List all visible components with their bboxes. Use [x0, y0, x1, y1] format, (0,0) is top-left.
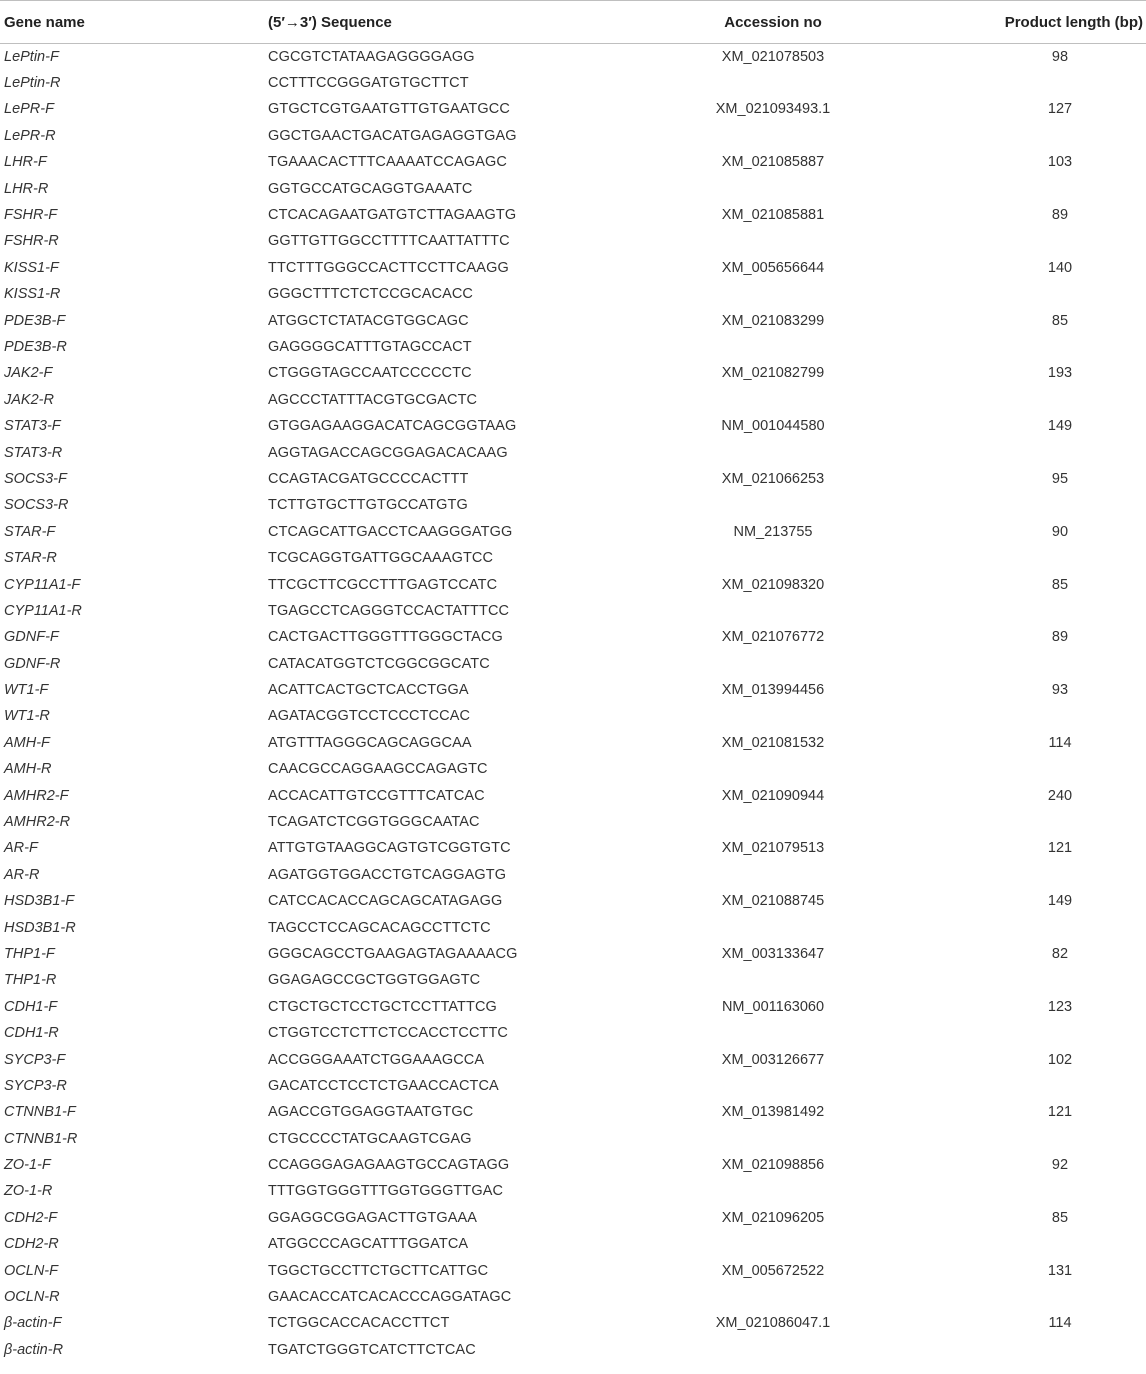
gene-name-cell: LePR-F: [4, 101, 54, 118]
sequence-cell: CTGGTCCTCTTCTCCACCTCCTTC: [268, 1025, 509, 1042]
product-length-cell: [886, 70, 1146, 96]
gene-name-cell: CTNNB1-F: [4, 1104, 76, 1121]
sequence-cell: TGAGCCTCAGGGTCCACTATTTCC: [268, 602, 510, 619]
gene-name-cell: KISS1-R: [4, 286, 61, 303]
sequence-cell: GGGCAGCCTGAAGAGTAGAAAACG: [268, 945, 518, 962]
gene-name-cell: SOCS3-R: [4, 497, 69, 514]
sequence-cell: GACATCCTCCTCTGAACCACTCA: [268, 1077, 499, 1094]
table-row: [0, 545, 1146, 571]
sequence-cell: CGCGTCTATAAGAGGGGAGG: [268, 48, 475, 65]
table-row: [0, 1046, 1146, 1072]
product-length-cell: [886, 967, 1146, 993]
product-length-cell: [886, 439, 1146, 465]
gene-name-cell: SOCS3-F: [4, 470, 67, 487]
accession-cell: XM_005672522: [721, 1262, 825, 1279]
product-length-cell: 140: [1047, 259, 1073, 276]
sequence-cell: TCAGATCTCGGTGGGCAATAC: [268, 814, 480, 831]
accession-cell: [658, 123, 886, 149]
sequence-cell: ACCGGGAAATCTGGAAAGCCA: [268, 1051, 485, 1068]
gene-name-cell: SYCP3-F: [4, 1051, 66, 1068]
table-row: [0, 334, 1146, 360]
sequence-cell: CAACGCCAGGAAGCCAGAGTC: [268, 761, 488, 778]
gene-name-cell: GDNF-F: [4, 629, 59, 646]
table-row: [0, 466, 1146, 492]
table-row: [0, 1337, 1146, 1363]
table-row: [0, 1126, 1146, 1152]
accession-cell: XM_021098856: [721, 1157, 825, 1174]
sequence-cell: TTTGGTGGGTTTGGTGGGTTGAC: [268, 1183, 504, 1200]
product-length-cell: [886, 123, 1146, 149]
table-row: [0, 941, 1146, 967]
gene-name-cell: PDE3B-R: [4, 338, 67, 355]
gene-name-cell: AMH-F: [4, 734, 50, 751]
gene-name-cell: FSHR-F: [4, 207, 58, 224]
sequence-cell: CTCACAGAATGATGTCTTAGAAGTG: [268, 207, 517, 224]
header-gene-name: Gene name: [0, 1, 262, 44]
gene-name-cell: WT1-F: [4, 682, 49, 699]
sequence-cell: AGATGGTGGACCTGTCAGGAGTG: [268, 866, 507, 883]
accession-cell: XM_021086047.1: [715, 1315, 831, 1332]
table-row: [0, 281, 1146, 307]
accession-cell: [658, 387, 886, 413]
table-row: [0, 123, 1146, 149]
table-row: [0, 809, 1146, 835]
table-row: [0, 96, 1146, 122]
table-row: [0, 650, 1146, 676]
gene-name-cell: SYCP3-R: [4, 1077, 67, 1094]
accession-cell: XM_013981492: [721, 1104, 825, 1121]
table-row: [0, 571, 1146, 597]
table-row: [0, 1310, 1146, 1336]
accession-cell: XM_021078503: [721, 48, 825, 65]
table-row: [0, 703, 1146, 729]
table-row: [0, 1205, 1146, 1231]
table-row: [0, 1231, 1146, 1257]
table-row: [0, 175, 1146, 201]
gene-name-cell: HSD3B1-F: [4, 893, 75, 910]
product-length-cell: 90: [1051, 523, 1069, 540]
table-row: [0, 888, 1146, 914]
accession-cell: XM_021079513: [721, 840, 825, 857]
product-length-cell: [886, 334, 1146, 360]
accession-cell: [658, 1231, 886, 1257]
product-length-cell: [886, 650, 1146, 676]
sequence-cell: TGATCTGGGTCATCTTCTCAC: [268, 1341, 476, 1358]
gene-name-cell: HSD3B1-R: [4, 919, 76, 936]
gene-name-cell: AMHR2-F: [4, 787, 69, 804]
product-length-cell: 82: [1051, 945, 1069, 962]
header-product-length: Product length (bp): [886, 1, 1146, 44]
table-row: [0, 1152, 1146, 1178]
accession-cell: [658, 1020, 886, 1046]
product-length-cell: 92: [1051, 1157, 1069, 1174]
accession-cell: [658, 1337, 886, 1363]
sequence-cell: CTCAGCATTGACCTCAAGGGATGG: [268, 523, 513, 540]
table-row: [0, 835, 1146, 861]
accession-cell: XM_021096205: [721, 1209, 825, 1226]
product-length-cell: [886, 809, 1146, 835]
sequence-cell: TCGCAGGTGATTGGCAAAGTCC: [268, 550, 494, 567]
sequence-cell: GGCTGAACTGACATGAGAGGTGAG: [268, 127, 517, 144]
accession-cell: XM_021090944: [721, 787, 825, 804]
accession-cell: [658, 756, 886, 782]
accession-cell: [658, 1178, 886, 1204]
sequence-cell: CATACATGGTCTCGGCGGCATC: [268, 655, 490, 672]
table-row: [0, 387, 1146, 413]
product-length-cell: 98: [1051, 48, 1069, 65]
table-header: [0, 1, 1146, 44]
product-length-cell: [886, 1126, 1146, 1152]
product-length-cell: [886, 1337, 1146, 1363]
sequence-cell: TCTTGTGCTTGTGCCATGTG: [268, 497, 468, 514]
product-length-cell: [886, 862, 1146, 888]
table-row: [0, 677, 1146, 703]
table-row: [0, 1020, 1146, 1046]
sequence-cell: AGGTAGACCAGCGGAGACACAAG: [268, 444, 508, 461]
accession-cell: XM_021085887: [721, 154, 825, 171]
product-length-cell: 121: [1047, 840, 1073, 857]
sequence-cell: CCTTTCCGGGATGTGCTTCT: [268, 75, 469, 92]
gene-name-cell: KISS1-F: [4, 259, 59, 276]
sequence-cell: CACTGACTTGGGTTTGGGCTACG: [268, 629, 503, 646]
accession-cell: XM_005656644: [721, 259, 825, 276]
table-row: [0, 994, 1146, 1020]
table-row: [0, 360, 1146, 386]
accession-cell: XM_021082799: [721, 365, 825, 382]
accession-cell: XM_021083299: [721, 312, 825, 329]
accession-cell: [658, 809, 886, 835]
accession-cell: [658, 1284, 886, 1310]
header-row: [0, 1, 1146, 44]
product-length-cell: 93: [1051, 682, 1069, 699]
accession-cell: [658, 598, 886, 624]
accession-cell: [658, 281, 886, 307]
header-sequence: (5′→3′) Sequence: [262, 1, 658, 44]
sequence-cell: ATTGTGTAAGGCAGTGTCGGTGTC: [268, 840, 511, 857]
gene-name-cell: FSHR-R: [4, 233, 59, 250]
sequence-cell: ACCACATTGTCCGTTTCATCAC: [268, 787, 485, 804]
table-row: [0, 624, 1146, 650]
table-row: [0, 439, 1146, 465]
gene-name-cell: OCLN-R: [4, 1289, 60, 1306]
sequence-cell: CCAGGGAGAGAAGTGCCAGTAGG: [268, 1157, 510, 1174]
product-length-cell: 123: [1047, 998, 1073, 1015]
accession-cell: [658, 914, 886, 940]
accession-cell: XM_003133647: [721, 945, 825, 962]
sequence-cell: GAACACCATCACACCCAGGATAGC: [268, 1289, 512, 1306]
table-body: [0, 44, 1146, 1364]
table-row: [0, 967, 1146, 993]
product-length-cell: 240: [1047, 787, 1073, 804]
product-length-cell: 85: [1051, 1209, 1069, 1226]
sequence-cell: CTGCCCCTATGCAAGTCGAG: [268, 1130, 472, 1147]
accession-cell: NM_001044580: [721, 418, 825, 435]
product-length-cell: [886, 175, 1146, 201]
table-row: [0, 1073, 1146, 1099]
accession-cell: [658, 228, 886, 254]
accession-cell: NM_001163060: [721, 998, 825, 1015]
gene-name-cell: STAT3-F: [4, 418, 61, 435]
product-length-cell: 102: [1047, 1051, 1073, 1068]
accession-cell: [658, 1126, 886, 1152]
accession-cell: XM_021098320: [721, 576, 825, 593]
gene-name-cell: CDH2-R: [4, 1236, 59, 1253]
product-length-cell: 89: [1051, 629, 1069, 646]
product-length-cell: 149: [1047, 418, 1073, 435]
gene-name-cell: THP1-F: [4, 945, 55, 962]
product-length-cell: 103: [1047, 154, 1073, 171]
gene-name-cell: STAR-F: [4, 523, 56, 540]
sequence-cell: ATGGCTCTATACGTGGCAGC: [268, 312, 469, 329]
product-length-cell: 114: [1048, 1315, 1072, 1332]
sequence-cell: GGGCTTTCTCTCCGCACACC: [268, 286, 473, 303]
accession-cell: NM_213755: [733, 523, 813, 540]
sequence-cell: GAGGGGCATTTGTAGCCACT: [268, 338, 472, 355]
product-length-cell: 89: [1051, 207, 1069, 224]
accession-cell: [658, 545, 886, 571]
product-length-cell: [886, 1284, 1146, 1310]
table-row: [0, 730, 1146, 756]
table-row: [0, 255, 1146, 281]
gene-name-cell: CTNNB1-R: [4, 1130, 78, 1147]
table-row: [0, 519, 1146, 545]
gene-name-cell: AMH-R: [4, 761, 52, 778]
header-accession-no: Accession no: [658, 1, 886, 44]
accession-cell: XM_021066253: [721, 470, 825, 487]
gene-name-cell: JAK2-R: [4, 391, 54, 408]
sequence-cell: GTGCTCGTGAATGTTGTGAATGCC: [268, 101, 510, 118]
table-row: [0, 914, 1146, 940]
product-length-cell: [886, 228, 1146, 254]
gene-name-cell: β-actin-R: [4, 1341, 64, 1358]
product-length-cell: [886, 1073, 1146, 1099]
table-row: [0, 862, 1146, 888]
product-length-cell: [886, 1020, 1146, 1046]
table-row: [0, 307, 1146, 333]
sequence-cell: TAGCCTCCAGCACAGCCTTCTC: [268, 919, 491, 936]
gene-name-cell: LePtin-R: [4, 75, 61, 92]
product-length-cell: 95: [1051, 470, 1069, 487]
gene-name-cell: STAR-R: [4, 550, 57, 567]
sequence-cell: TCTGGCACCACACCTTCT: [268, 1315, 450, 1332]
sequence-cell: GTGGAGAAGGACATCAGCGGTAAG: [268, 418, 517, 435]
sequence-cell: AGCCCTATTTACGTGCGACTC: [268, 391, 478, 408]
product-length-cell: 85: [1051, 576, 1069, 593]
accession-cell: [658, 439, 886, 465]
accession-cell: XM_013994456: [721, 682, 825, 699]
gene-name-cell: GDNF-R: [4, 655, 61, 672]
product-length-cell: 121: [1047, 1104, 1073, 1121]
product-length-cell: 127: [1047, 101, 1073, 118]
table-row: [0, 228, 1146, 254]
accession-cell: XM_021088745: [721, 893, 825, 910]
accession-cell: [658, 650, 886, 676]
table-row: [0, 44, 1146, 70]
sequence-cell: TTCGCTTCGCCTTTGAGTCCATC: [268, 576, 498, 593]
accession-cell: [658, 70, 886, 96]
product-length-cell: [886, 1231, 1146, 1257]
sequence-cell: ACATTCACTGCTCACCTGGA: [268, 682, 469, 699]
gene-name-cell: ZO-1-F: [4, 1157, 51, 1174]
accession-cell: XM_021081532: [721, 734, 825, 751]
sequence-cell: CCAGTACGATGCCCCACTTT: [268, 470, 469, 487]
gene-name-cell: AR-F: [4, 840, 38, 857]
accession-cell: [658, 175, 886, 201]
sequence-cell: ATGGCCCAGCATTTGGATCA: [268, 1236, 469, 1253]
product-length-cell: [886, 598, 1146, 624]
sequence-cell: GGTTGTTGGCCTTTTCAATTATTTC: [268, 233, 510, 250]
gene-name-cell: AR-R: [4, 866, 40, 883]
table-row: [0, 149, 1146, 175]
sequence-cell: CTGGGTAGCCAATCCCCCTC: [268, 365, 472, 382]
gene-name-cell: β-actin-F: [4, 1315, 62, 1332]
gene-name-cell: THP1-R: [4, 972, 57, 989]
sequence-cell: GGAGAGCCGCTGGTGGAGTC: [268, 972, 481, 989]
product-length-cell: [886, 703, 1146, 729]
sequence-cell: TGAAACACTTTCAAAATCCAGAGC: [268, 154, 507, 171]
gene-name-cell: LePR-R: [4, 127, 56, 144]
accession-cell: XM_021093493.1: [715, 101, 831, 118]
table-row: [0, 202, 1146, 228]
accession-cell: [658, 334, 886, 360]
table-row: [0, 1284, 1146, 1310]
sequence-cell: AGATACGGTCCTCCCTCCAC: [268, 708, 471, 725]
sequence-cell: AGACCGTGGAGGTAATGTGC: [268, 1104, 474, 1121]
product-length-cell: [886, 281, 1146, 307]
gene-name-cell: LePtin-F: [4, 48, 59, 65]
gene-name-cell: CYP11A1-R: [4, 602, 82, 619]
product-length-cell: [886, 545, 1146, 571]
gene-name-cell: AMHR2-R: [4, 814, 71, 831]
accession-cell: [658, 1073, 886, 1099]
gene-name-cell: ZO-1-R: [4, 1183, 53, 1200]
product-length-cell: [886, 756, 1146, 782]
gene-name-cell: CDH1-R: [4, 1025, 59, 1042]
product-length-cell: 149: [1047, 893, 1073, 910]
product-length-cell: [886, 1178, 1146, 1204]
gene-name-cell: CYP11A1-F: [4, 576, 81, 593]
accession-cell: [658, 862, 886, 888]
gene-name-cell: OCLN-F: [4, 1262, 58, 1279]
sequence-cell: TTCTTTGGGCCACTTCCTTCAAGG: [268, 259, 509, 276]
product-length-cell: 131: [1047, 1262, 1073, 1279]
product-length-cell: 85: [1051, 312, 1069, 329]
accession-cell: XM_021085881: [721, 207, 825, 224]
product-length-cell: 114: [1048, 734, 1072, 751]
table-row: [0, 782, 1146, 808]
table-row: [0, 1178, 1146, 1204]
table-row: [0, 70, 1146, 96]
sequence-cell: ATGTTTAGGGCAGCAGGCAA: [268, 734, 472, 751]
gene-name-cell: WT1-R: [4, 708, 50, 725]
table-row: [0, 413, 1146, 439]
gene-name-cell: LHR-F: [4, 154, 47, 171]
product-length-cell: [886, 492, 1146, 518]
accession-cell: XM_003126677: [721, 1051, 825, 1068]
sequence-cell: CATCCACACCAGCAGCATAGAGG: [268, 893, 503, 910]
sequence-cell: CTGCTGCTCCTGCTCCTTATTCG: [268, 998, 497, 1015]
product-length-cell: [886, 387, 1146, 413]
accession-cell: [658, 492, 886, 518]
product-length-cell: 193: [1047, 365, 1073, 382]
table-row: [0, 492, 1146, 518]
gene-name-cell: STAT3-R: [4, 444, 63, 461]
gene-name-cell: CDH2-F: [4, 1209, 58, 1226]
gene-name-cell: LHR-R: [4, 180, 49, 197]
product-length-cell: [886, 914, 1146, 940]
accession-cell: [658, 967, 886, 993]
gene-name-cell: CDH1-F: [4, 998, 58, 1015]
table-row: [0, 598, 1146, 624]
table-row: [0, 1099, 1146, 1125]
sequence-cell: GGTGCCATGCAGGTGAAATC: [268, 180, 473, 197]
sequence-cell: TGGCTGCCTTCTGCTTCATTGC: [268, 1262, 489, 1279]
table-row: [0, 756, 1146, 782]
gene-name-cell: JAK2-F: [4, 365, 53, 382]
sequence-cell: GGAGGCGGAGACTTGTGAAA: [268, 1209, 478, 1226]
gene-name-cell: PDE3B-F: [4, 312, 66, 329]
table-row: [0, 1257, 1146, 1283]
accession-cell: [658, 703, 886, 729]
accession-cell: XM_021076772: [721, 629, 825, 646]
